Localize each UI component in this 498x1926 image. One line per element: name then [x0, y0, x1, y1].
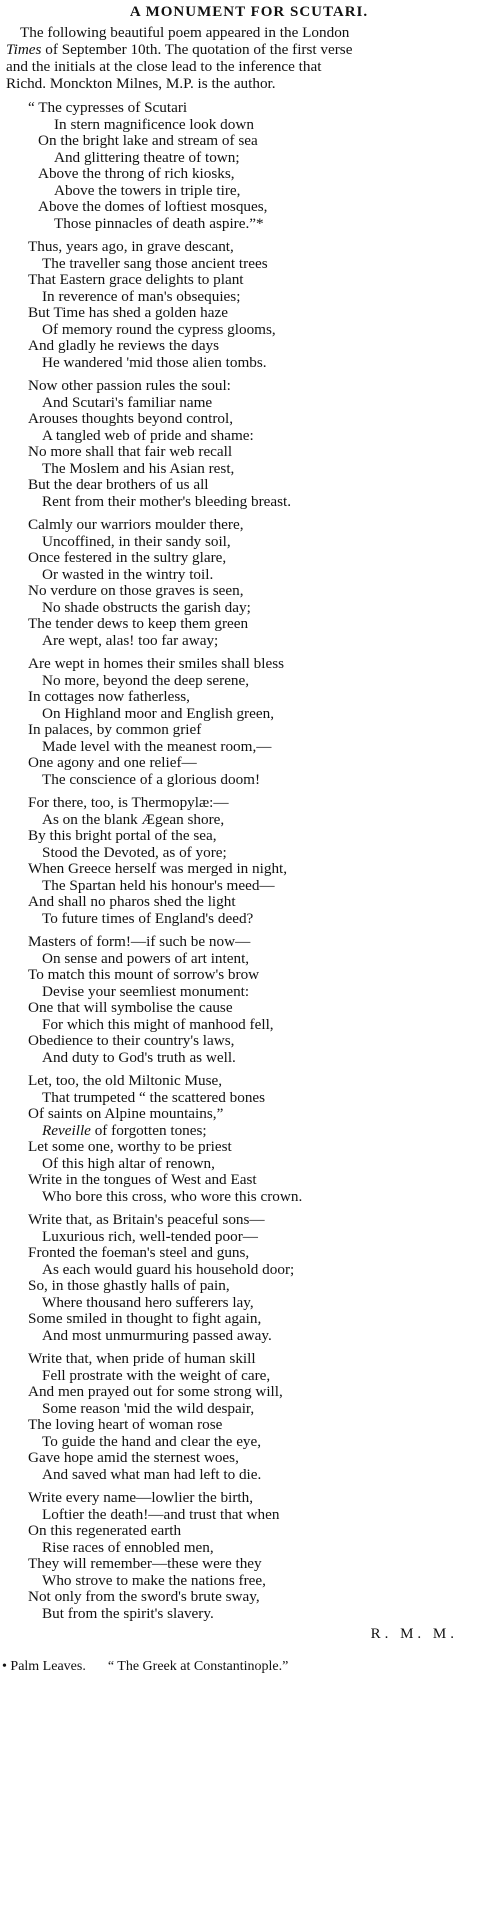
poem-line: Write that, when pride of human skill [28, 1351, 256, 1367]
poem-line: Write that, as Britain's peaceful sons— [28, 1212, 265, 1228]
poem-line: No shade obstructs the garish day; [42, 599, 251, 616]
poem-line: On the bright lake and stream of sea [38, 133, 258, 149]
poem-line: Of saints on Alpine mountains,” [28, 1106, 224, 1122]
poem-line: Write in the tongues of West and East [28, 1172, 257, 1188]
stanza [0, 517, 498, 649]
poem-line: No more shall that fair web recall [28, 444, 233, 460]
footnote [0, 1659, 498, 1675]
poem-line: Stood the Devoted, as of yore; [42, 844, 227, 861]
poem-line: For which this might of manhood fell, [42, 1016, 274, 1033]
poem-line: To guide the hand and clear the eye, [42, 1433, 262, 1450]
poem-line: The traveller sang those ancient trees [42, 255, 268, 272]
poem-line: Calmly our warriors moulder there, [28, 517, 244, 533]
poem-line: Loftier the death!—and trust that when [42, 1506, 280, 1523]
poem-line: Devise your seemliest monument: [42, 983, 250, 1000]
poem-line: When Greece herself was merged in night, [28, 861, 288, 877]
poem-line: Let some one, worthy to be priest [28, 1139, 232, 1155]
poem-line: The Spartan held his honour's meed— [42, 877, 275, 894]
poem-line: Are wept in homes their smiles shall bless [28, 656, 285, 672]
poem-line: On sense and powers of art intent, [42, 950, 250, 967]
poem-line: That Eastern grace delights to plant [28, 272, 244, 288]
stanza [0, 378, 498, 510]
poem-line: Those pinnacles of death aspire.”* [54, 215, 264, 232]
poem-line: Fronted the foeman's steel and guns, [28, 1245, 250, 1261]
poem-line: On this regenerated earth [28, 1523, 182, 1539]
poem-line: Of this high altar of renown, [42, 1155, 215, 1172]
poem-line: That trumpeted “ the scattered bones [42, 1089, 266, 1106]
poem-line: Made level with the meanest room,— [42, 738, 272, 755]
poem-line: The loving heart of woman rose [28, 1417, 223, 1433]
poem-line: They will remember—these were they [28, 1556, 262, 1572]
poem-line: No more, beyond the deep serene, [42, 672, 250, 689]
poem-line: Gave hope amid the sternest woes, [28, 1450, 239, 1466]
stanza [0, 1073, 498, 1205]
poem-line: But from the spirit's slavery. [42, 1605, 214, 1622]
footnote-poem-title: “ The Greek at Constantinople.” [107, 1659, 289, 1674]
poem-line: Some reason 'mid the wild despair, [42, 1400, 255, 1417]
poem-line: And saved what man had left to die. [42, 1466, 262, 1483]
poem-line: And gladly he reviews the days [28, 338, 220, 354]
poem-line: Fell prostrate with the weight of care, [42, 1367, 271, 1384]
stanza [0, 795, 498, 927]
poem-line: In cottages now fatherless, [28, 689, 190, 705]
poem-line: Who bore this cross, who wore this crown. [42, 1188, 303, 1205]
poem-line: Masters of form!—if such be now— [28, 934, 251, 950]
poem-line: Arouses thoughts beyond control, [28, 411, 234, 427]
intro-line: Richd. Monckton Milnes, M.P. is the author. [6, 75, 276, 92]
poem-line: He wandered 'mid those alien tombs. [42, 354, 267, 371]
stanza [0, 1351, 498, 1483]
poem-line: Above the domes of loftiest mosques, [38, 199, 268, 215]
poem-line: Not only from the sword's brute sway, [28, 1589, 260, 1605]
poem-line: No verdure on those graves is seen, [28, 583, 244, 599]
poem-line: Obedience to their country's laws, [28, 1033, 235, 1049]
poem-line: Some smiled in thought to fight again, [28, 1311, 262, 1327]
poem-line: As each would guard his household door; [42, 1261, 295, 1278]
intro-line: and the initials at the close lead to the inference that [6, 58, 322, 75]
poem-line: The Moslem and his Asian rest, [42, 460, 235, 477]
signature: R. M. M. [370, 1626, 458, 1642]
footnote-source: • Palm Leaves. [2, 1659, 86, 1674]
poem-line: Reveille of forgotten tones; [42, 1122, 207, 1139]
article-title: A MONUMENT FOR SCUTARI. [129, 4, 369, 20]
poem-line: Let, too, the old Miltonic Muse, [28, 1073, 223, 1089]
poem-line: On Highland moor and English green, [42, 705, 274, 722]
poem-line: Rent from their mother's bleeding breast. [42, 493, 292, 510]
poem-line: One that will symbolise the cause [28, 1000, 233, 1016]
stanza [0, 1212, 498, 1344]
poem-line: Luxurious rich, well-tended poor— [42, 1228, 258, 1245]
poem-line: And most unmurmuring passed away. [42, 1327, 272, 1344]
poem-line: Now other passion rules the soul: [28, 378, 231, 394]
poem-line: Are wept, alas! too far away; [42, 632, 219, 649]
stanza [0, 1490, 498, 1622]
poem-line: Or wasted in the wintry toil. [42, 566, 214, 583]
poem-line: Rise races of ennobled men, [42, 1539, 214, 1556]
poem-line: And shall no pharos shed the light [28, 894, 236, 910]
poem [0, 100, 498, 1622]
poem-line: In reverence of man's obsequies; [42, 288, 241, 305]
poem-line: Above the throng of rich kiosks, [38, 166, 235, 182]
poem-line: A tangled web of pride and shame: [42, 427, 254, 444]
poem-line: To match this mount of sorrow's brow [28, 967, 260, 983]
poem-line: Write every name—lowlier the birth, [28, 1490, 254, 1506]
poem-line: To future times of England's deed? [42, 910, 254, 927]
poem-line: The tender dews to keep them green [28, 616, 249, 632]
intro-line: The following beautiful poem appeared in the London [20, 24, 350, 41]
intro-line: Times of September 10th. The quotation of the first verse [6, 41, 353, 58]
poem-line: But Time has shed a golden haze [28, 305, 228, 321]
poem-line: For there, too, is Thermopylæ:— [28, 795, 229, 811]
poem-line: And glittering theatre of town; [54, 149, 240, 166]
poem-line: Thus, years ago, in grave descant, [28, 239, 234, 255]
intro-paragraph [6, 24, 492, 92]
poem-line: Where thousand hero sufferers lay, [42, 1294, 254, 1311]
poem-line: One agony and one relief— [28, 755, 197, 771]
poem-line: “ The cypresses of Scutari [28, 100, 188, 116]
poem-line: Uncoffined, in their sandy soil, [42, 533, 231, 550]
stanza [0, 934, 498, 1066]
poem-line: Of memory round the cypress glooms, [42, 321, 276, 338]
poem-line: But the dear brothers of us all [28, 477, 209, 493]
poem-line: By this bright portal of the sea, [28, 828, 217, 844]
stanza [0, 100, 498, 232]
stanza [0, 239, 498, 371]
poem-line: And duty to God's truth as well. [42, 1049, 236, 1066]
poem-line: Once festered in the sultry glare, [28, 550, 227, 566]
poem-line: As on the blank Ægean shore, [42, 811, 225, 828]
poem-line: In stern magnificence look down [54, 116, 254, 133]
poem-line: And Scutari's familiar name [42, 394, 213, 411]
poem-line: So, in those ghastly halls of pain, [28, 1278, 230, 1294]
poem-line: Who strove to make the nations free, [42, 1572, 266, 1589]
poem-line: Above the towers in triple tire, [54, 182, 241, 199]
poem-line: And men prayed out for some strong will, [28, 1384, 283, 1400]
stanza [0, 656, 498, 788]
poem-line: In palaces, by common grief [28, 722, 202, 738]
poem-line: The conscience of a glorious doom! [42, 771, 261, 788]
